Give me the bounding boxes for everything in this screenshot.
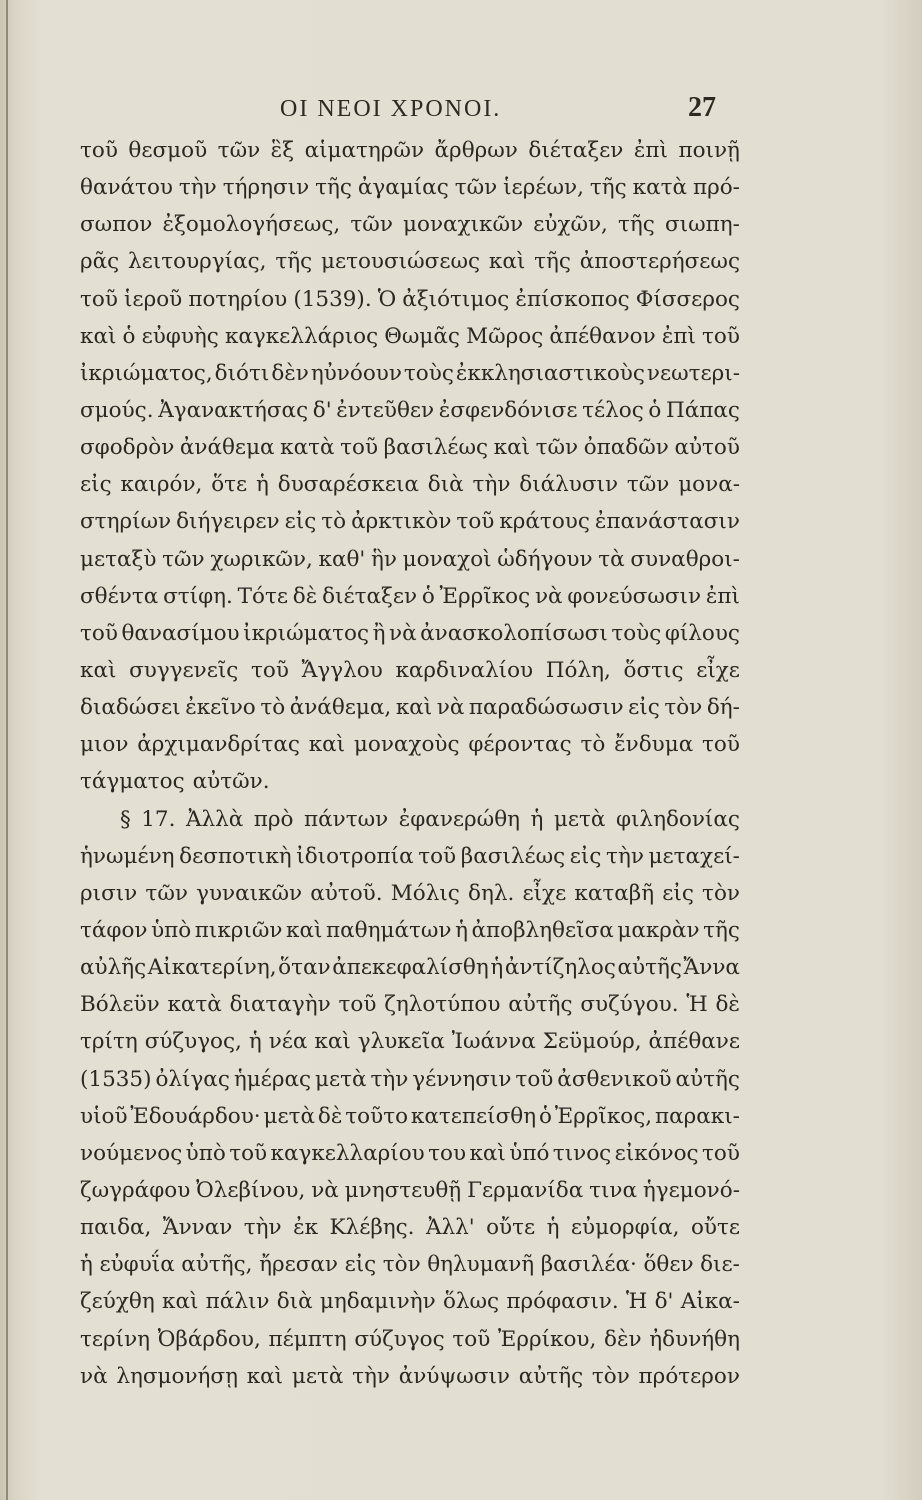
page-header xyxy=(0,90,922,130)
text-line: αὐλῆς Αἰκατερίνη, ὅταν ἀπεκεφαλίσθη ἡ ἀντίζηλος αὐτῆς Ἄννα xyxy=(80,955,740,981)
text-line: (1535) ὀλίγας ἡμέρας μετὰ τὴν γέννησιν τοῦ ἀσθενικοῦ αὐτῆς xyxy=(80,1066,740,1092)
text-line: ἡνωμένη δεσποτικὴ ἰδιοτροπία τοῦ βασιλέως εἰς τὴν μεταχεί- xyxy=(80,843,740,869)
page-number: 27 xyxy=(688,92,716,123)
text-line: ρισιν τῶν γυναικῶν αὐτοῦ. Μόλις δηλ. εἶχε καταβῆ εἰς τὸν xyxy=(80,880,740,906)
text-line: τοῦ θεσμοῦ τῶν ἓξ αἱματηρῶν ἄρθρων διέταξεν ἐπὶ ποινῇ xyxy=(80,138,740,163)
text-line: μιον ἀρχιμανδρίτας καὶ μοναχοὺς φέροντας τὸ ἔνδυμα τοῦ xyxy=(80,732,740,758)
text-line: εἰς καιρόν, ὅτε ἡ δυσαρέσκεια διὰ τὴν διάλυσιν τῶν μονα- xyxy=(80,472,740,498)
text-line: παιδα, Ἄνναν τὴν ἐκ Κλέβης. Ἀλλ' οὔτε ἡ εὐμορφία, οὔτε xyxy=(80,1215,740,1241)
text-line: σωπον ἐξομολογήσεως, τῶν μοναχικῶν εὐχῶν, τῆς σιωπη- xyxy=(80,212,740,238)
page-gutter-edge xyxy=(6,0,8,1500)
text-line: ἡ εὐφυΐα αὐτῆς, ἤρεσαν εἰς τὸν θηλυμανῆ βασιλέα· ὅθεν διε- xyxy=(80,1252,740,1278)
text-line: ζωγράφου Ὀλεβίνου, νὰ μνηστευθῇ Γερμανίδα τινα ἡγεμονό- xyxy=(80,1177,740,1203)
text-line: Βόλεϋν κατὰ διαταγὴν τοῦ ζηλοτύπου αὐτῆς συζύγου. Ἡ δὲ xyxy=(80,992,740,1018)
text-line: σθέντα στίφη. Τότε δὲ διέταξεν ὁ Ἐρρῖκος νὰ φονεύσωσιν ἐπὶ xyxy=(80,583,740,609)
text-line: τερίνη Ὀβάρδου, πέμπτη σύζυγος τοῦ Ἐρρίκου, δὲν ἠδυνήθη xyxy=(80,1326,740,1352)
text-line: ρᾶς λειτουργίας, τῆς μετουσιώσεως καὶ τῆς ἀποστερήσεως xyxy=(80,249,740,275)
text-line: διαδώσει ἐκεῖνο τὸ ἀνάθεμα, καὶ νὰ παραδώσωσιν εἰς τὸν δή- xyxy=(80,695,740,721)
text-line: νούμενος ὑπὸ τοῦ καγκελλαρίου του καὶ ὑπό τινος εἰκόνος τοῦ xyxy=(80,1140,740,1166)
text-line: μεταξὺ τῶν χωρικῶν, καθ' ἣν μοναχοὶ ὡδήγουν τὰ συναθροι- xyxy=(80,546,740,572)
text-line: ζεύχθη καὶ πάλιν διὰ μηδαμινὴν ὅλως πρόφασιν. Ἡ δ' Αἰκα- xyxy=(80,1289,740,1315)
text-line: σφοδρὸν ἀνάθεμα κατὰ τοῦ βασιλέως καὶ τῶν ὀπαδῶν αὐτοῦ xyxy=(80,435,740,461)
text-line: στηρίων διήγειρεν εἰς τὸ ἀρκτικὸν τοῦ κράτους ἐπανάστασιν xyxy=(80,509,740,535)
text-line: τάφον ὑπὸ πικριῶν καὶ παθημάτων ἡ ἀποβληθεῖσα μακρὰν τῆς xyxy=(80,917,740,943)
text-line: καὶ συγγενεῖς τοῦ Ἄγγλου καρδιναλίου Πόλη, ὅστις εἶχε xyxy=(80,657,740,683)
body-text xyxy=(80,132,740,1395)
running-head: ΟΙ ΝΕΟΙ ΧΡΟΝΟΙ. xyxy=(280,96,502,122)
text-line: § 17. Ἀλλὰ πρὸ πάντων ἐφανερώθη ἡ μετὰ φιληδονίας xyxy=(120,806,740,832)
text-line: καὶ ὁ εὐφυὴς καγκελλάριος Θωμᾶς Μῶρος ἀπέθανον ἐπὶ τοῦ xyxy=(80,323,740,349)
text-line: θανάτου τὴν τήρησιν τῆς ἀγαμίας τῶν ἱερέων, τῆς κατὰ πρό- xyxy=(80,175,740,201)
text-line: τοῦ ἱεροῦ ποτηρίου (1539). Ὁ ἀξιότιμος ἐπίσκοπος Φίσσερος xyxy=(80,286,740,312)
text-line: νὰ λησμονήσῃ καὶ μετὰ τὴν ἀνύψωσιν αὐτῆς τὸν πρότερον xyxy=(80,1363,740,1389)
text-line: τοῦ θανασίμου ἰκριώματος ἢ νὰ ἀνασκολοπίσωσι τοὺς φίλους xyxy=(80,620,740,646)
text-line: τρίτη σύζυγος, ἡ νέα καὶ γλυκεῖα Ἰωάννα Σεϋμούρ, ἀπέθανε xyxy=(80,1029,740,1055)
text-line: τάγματος αὐτῶν. xyxy=(80,769,270,795)
text-line: ἰκριώματος, διότι δὲν ηὐνόουν τοὺς ἐκκλησιαστικοὺς νεωτερι- xyxy=(80,360,740,386)
text-line: σμούς. Ἀγανακτήσας δ' ἐντεῦθεν ἐσφενδόνισε τέλος ὁ Πάπας xyxy=(80,397,740,423)
text-line: υἱοῦ Ἐδουάρδου· μετὰ δὲ τοῦτο κατεπείσθη ὁ Ἐρρῖκος, παρακι- xyxy=(80,1103,740,1129)
